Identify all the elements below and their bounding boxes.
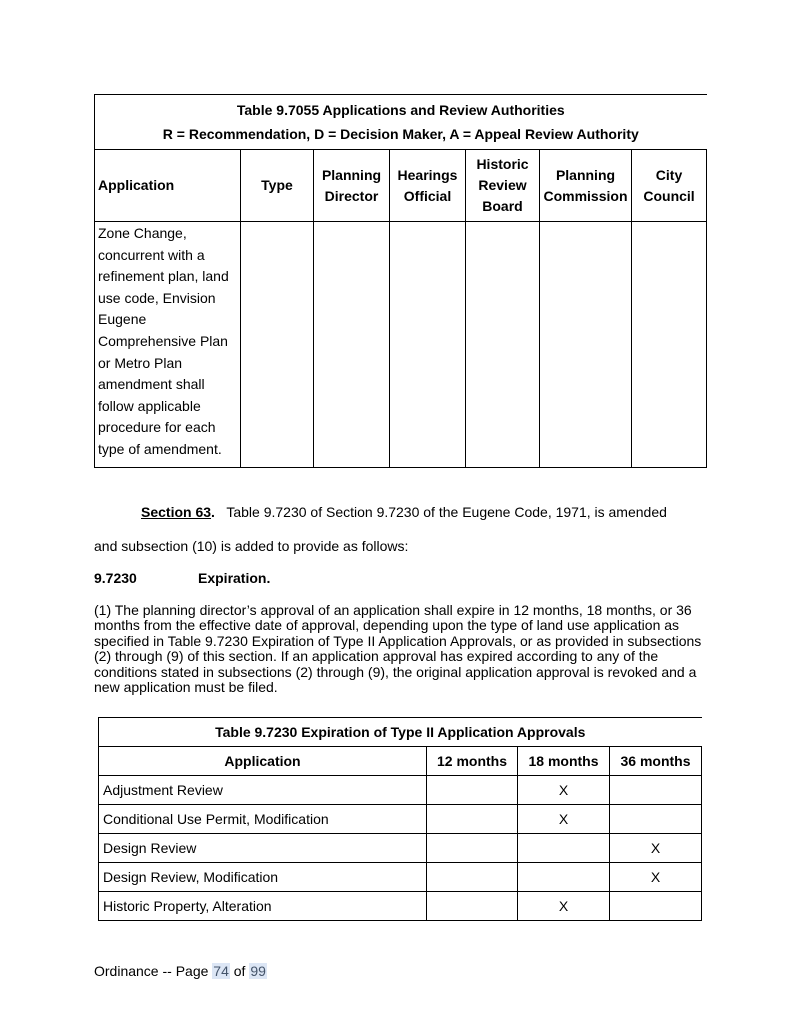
table-row [99, 834, 702, 863]
m36-cell [610, 805, 702, 834]
column-header: 36 months [610, 747, 702, 776]
m18-cell: X [518, 892, 610, 921]
table-row [99, 863, 702, 892]
planning-commission-cell [540, 222, 632, 468]
section-text-line2: and subsection (10) is added to provide as follows: [94, 538, 409, 554]
footer-of: of [233, 963, 246, 979]
type-cell [241, 222, 314, 468]
application-cell: Adjustment Review [99, 776, 427, 805]
m12-cell [427, 892, 518, 921]
footer-prefix: Ordinance -- Page [94, 963, 209, 979]
table-row [95, 222, 707, 468]
m36-cell [610, 892, 702, 921]
table-title: Table 9.7055 Applications and Review Authorities [236, 102, 565, 118]
section-intro [94, 503, 706, 521]
m18-cell: X [518, 805, 610, 834]
expiration-table [98, 717, 702, 921]
column-header: Planning Commission [540, 150, 632, 222]
table-row [99, 776, 702, 805]
m12-cell [427, 834, 518, 863]
application-cell: Design Review [99, 834, 427, 863]
m36-cell: X [610, 834, 702, 863]
table-header-row [95, 150, 707, 222]
table-row [99, 892, 702, 921]
column-header: City Council [632, 150, 707, 222]
column-header: 12 months [427, 747, 518, 776]
application-cell: Historic Property, Alteration [99, 892, 427, 921]
page-footer [94, 962, 267, 980]
page-number-field: 74 [213, 963, 229, 979]
subsection-title: Expiration. [198, 570, 271, 586]
section-heading: Section 63 [141, 504, 212, 520]
subsection-heading [94, 569, 270, 587]
table-caption [95, 95, 707, 150]
column-header: Type [241, 150, 314, 222]
column-header: Hearings Official [390, 150, 466, 222]
application-cell: Design Review, Modification [99, 863, 427, 892]
m18-cell [518, 863, 610, 892]
city-council-cell [632, 222, 707, 468]
application-cell: Zone Change, concurrent with a refinement plan, land use code, Envision Eugene Comprehensive Plan or Metro Plan amendment shall follow applicable procedure for each type of amendment. [95, 222, 241, 468]
m12-cell [427, 805, 518, 834]
column-header: Historic Review Board [466, 150, 540, 222]
m12-cell [427, 776, 518, 805]
section-text-line1: Table 9.7230 of Section 9.7230 of the Eugene Code, 1971, is amended [226, 504, 667, 520]
applications-review-authorities-table [94, 94, 707, 468]
table-header-row [99, 747, 702, 776]
page-total-field: 99 [250, 963, 266, 979]
column-header: 18 months [518, 747, 610, 776]
column-header: Planning Director [314, 150, 390, 222]
m18-cell [518, 834, 610, 863]
table-row [99, 805, 702, 834]
historic-review-board-cell [466, 222, 540, 468]
table-legend: R = Recommendation, D = Decision Maker, A = Appeal Review Authority [162, 126, 639, 142]
m12-cell [427, 863, 518, 892]
planning-director-cell [314, 222, 390, 468]
hearings-official-cell [390, 222, 466, 468]
paragraph-1: (1) The planning director’s approval of an application shall expire in 12 months, 18 months, or 36 months from the effective date of approval, depending upon the type of land use application as specified in Table 9.7230 Expiration of Type II Application Approvals, or as provided in subsections (2) through (9) of this section. If an application approval has expired according to any of the conditions stated in subsections (2) through (9), the original application approval is revoked and a new application must be filed. [94, 602, 702, 696]
section-heading-period: . [211, 504, 215, 520]
column-header: Application [99, 747, 427, 776]
subsection-number: 9.7230 [94, 570, 137, 586]
m18-cell: X [518, 776, 610, 805]
m36-cell: X [610, 863, 702, 892]
m36-cell [610, 776, 702, 805]
table-caption: Table 9.7230 Expiration of Type II Application Approvals [99, 718, 702, 747]
application-cell: Conditional Use Permit, Modification [99, 805, 427, 834]
column-header: Application [95, 150, 241, 222]
